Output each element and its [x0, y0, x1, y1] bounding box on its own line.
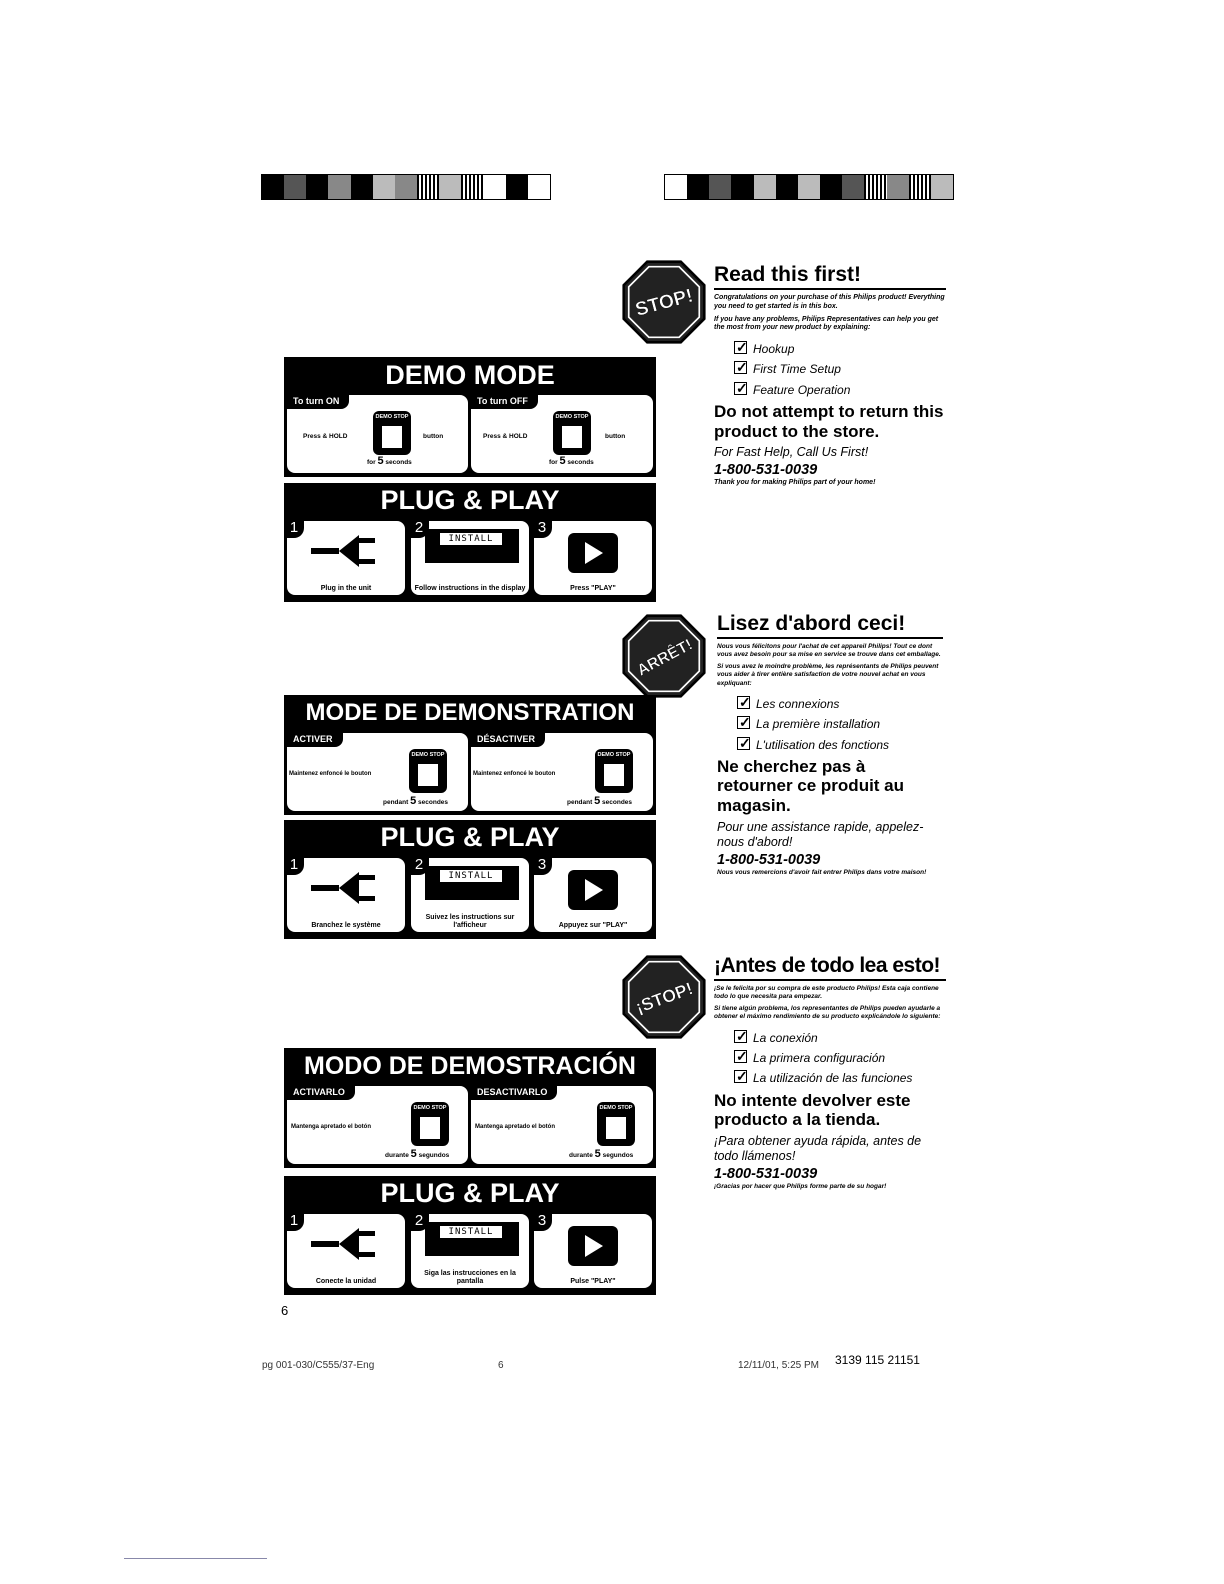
step-3-label: Pulse "PLAY" — [570, 1277, 616, 1285]
demo-mode-title: DEMO MODE — [385, 360, 555, 390]
for-5-seconds: pendant 5 secondes — [383, 795, 449, 807]
intro-1: Congratulations on your purchase of this Philips product! Everything you need to get started is in this box. — [714, 294, 945, 310]
play-icon — [568, 1226, 618, 1266]
check-item: ✓La première installation — [737, 714, 943, 734]
for-5-seconds: for 5 seconds — [549, 455, 594, 467]
stop-sign-icon — [622, 614, 706, 698]
plug-play-title: PLUG & PLAY — [380, 485, 560, 515]
for-5-seconds: for 5 seconds — [367, 455, 412, 467]
step-2-box — [411, 858, 529, 932]
step-1-label: Conecte la unidad — [315, 1277, 377, 1285]
french-text-column — [717, 612, 943, 876]
turn-off-tab: DÉSACTIVER — [471, 733, 545, 747]
display-icon: INSTALL — [425, 866, 519, 900]
divider — [124, 1558, 267, 1559]
demo-stop-button — [597, 1102, 635, 1146]
turn-on-tab: To turn ON — [287, 395, 349, 409]
fast-help: Pour une assistance rapide, appelez-nous d'abord! — [717, 819, 924, 849]
turn-on-tab: ACTIVER — [287, 733, 343, 747]
intro-2: Si vous avez le moindre problème, les représentants de Philips peuvent vous aider à tirer entière satisfaction de votre nouvel achat en vous expliquant: — [717, 663, 939, 687]
check-item: ✓L'utilisation des fonctions — [737, 735, 943, 755]
step-3-box — [534, 1214, 652, 1288]
play-icon — [568, 533, 618, 573]
demo-stop-label: DEMO STOP — [413, 1105, 447, 1111]
checkbox-icon — [734, 1030, 747, 1043]
step-number: 3 — [532, 518, 552, 538]
step-number: 1 — [284, 1211, 304, 1231]
for-5-seconds: durante 5 segundos — [569, 1148, 634, 1160]
press-hold-label: Mantenga apretado el botón — [475, 1124, 556, 1130]
display-icon: INSTALL — [425, 529, 519, 563]
step-1-box — [287, 521, 405, 595]
demo-stop-label: DEMO STOP — [411, 752, 445, 758]
turn-on-box — [287, 733, 468, 811]
turn-off-box — [471, 395, 653, 473]
step-2-box — [411, 521, 529, 595]
turn-off-box — [471, 1086, 653, 1164]
heading: Lisez d'abord ceci! — [717, 612, 943, 639]
step-number: 3 — [532, 1211, 552, 1231]
checkbox-icon — [737, 696, 750, 709]
press-hold-label: Maintenez enfoncé le bouton — [473, 771, 556, 777]
thanks: Thank you for making Philips part of your home! — [714, 479, 876, 487]
intro-1: ¡Se le felicita por su compra de este producto Philips! Esta caja contiene todo lo que necesita para empezar. — [714, 985, 939, 1001]
turn-off-box — [471, 733, 653, 811]
press-hold-label: Maintenez enfoncé le bouton — [289, 771, 372, 777]
checkbox-icon — [734, 361, 747, 374]
demo-stop-label: DEMO STOP — [555, 414, 589, 420]
page-number: 6 — [281, 1303, 289, 1318]
turn-off-tab: DESACTIVARLO — [471, 1086, 557, 1100]
for-5-seconds: durante 5 segundos — [385, 1148, 450, 1160]
turn-on-box — [287, 1086, 468, 1164]
check-item: ✓La conexión — [734, 1028, 946, 1048]
registration-bar-right — [664, 174, 954, 200]
check-item: ✓Les connexions — [737, 694, 943, 714]
warning: Ne cherchez pas à retourner ce produit au magasin. — [717, 756, 905, 815]
button-word: button — [605, 433, 626, 440]
demo-stop-label: DEMO STOP — [599, 1105, 633, 1111]
stop-sign-label: ¡STOP! — [632, 978, 696, 1018]
power-plug-icon — [311, 1224, 381, 1264]
check-item: ✓La primera configuración — [734, 1048, 946, 1068]
footer-date: 12/11/01, 5:25 PM — [738, 1360, 819, 1371]
stop-sign-label: ARRÊT! — [634, 636, 696, 680]
step-3-label: Appuyez sur "PLAY" — [558, 921, 628, 929]
thanks: Nous vous remercions d'avoir fait entrer Philips dans votre maison! — [717, 868, 927, 876]
checkbox-icon — [737, 716, 750, 729]
step-1-label: Plug in the unit — [320, 584, 372, 592]
plug-play-title: PLUG & PLAY — [380, 822, 560, 852]
button-word: button — [423, 433, 444, 440]
demo-mode-panel-en — [284, 357, 656, 477]
display-icon: INSTALL — [425, 1222, 519, 1256]
checkbox-icon — [737, 737, 750, 750]
warning: Do not attempt to return this product to the store. — [714, 402, 944, 441]
english-text-column — [714, 263, 946, 488]
demo-stop-button — [411, 1102, 449, 1146]
heading: Read this first! — [714, 263, 946, 290]
phone-number: 1-800-531-0039 — [717, 851, 821, 868]
press-hold-label: Mantenga apretado el botón — [291, 1124, 372, 1130]
check-item: ✓La utilización de las funciones — [734, 1068, 946, 1088]
heading: ¡Antes de todo lea esto! — [714, 954, 946, 981]
demo-stop-button — [409, 749, 447, 793]
check-item: ✓Feature Operation — [734, 380, 946, 400]
demo-mode-panel-fr — [284, 695, 656, 815]
step-2-label: Follow instructions in the display — [414, 584, 526, 592]
stop-sign-label: STOP! — [633, 285, 696, 321]
plug-play-title: PLUG & PLAY — [380, 1178, 560, 1208]
intro-2: If you have any problems, Philips Representatives can help you get the most from your new product by explaining: — [714, 315, 939, 332]
step-3-box — [534, 521, 652, 595]
turn-on-box — [287, 395, 468, 473]
demo-mode-title: MODO DE DEMOSTRACIÓN — [304, 1052, 636, 1080]
demo-stop-button — [595, 749, 633, 793]
step-3-label: Press "PLAY" — [570, 584, 616, 592]
press-hold-label: Press & HOLD — [303, 433, 348, 440]
turn-off-tab: To turn OFF — [471, 395, 538, 409]
step-2-box — [411, 1214, 529, 1288]
step-number: 1 — [284, 855, 304, 875]
phone-number: 1-800-531-0039 — [714, 1165, 818, 1182]
step-2-label: Suivez les instructions sur l'afficheur — [425, 914, 515, 929]
fast-help: ¡Para obtener ayuda rápida, antes de todo llámenos! — [714, 1133, 922, 1163]
plug-play-panel-en — [284, 483, 656, 602]
power-plug-icon — [311, 868, 381, 908]
fast-help: For Fast Help, Call Us First! — [714, 445, 869, 460]
checkbox-icon — [734, 1050, 747, 1063]
demo-stop-button — [373, 411, 411, 455]
phone-number: 1-800-531-0039 — [714, 462, 818, 479]
spanish-text-column — [714, 954, 946, 1191]
stop-sign-icon — [622, 260, 706, 344]
registration-bar-left — [261, 174, 551, 200]
plug-play-panel-fr — [284, 820, 656, 939]
stop-sign-icon — [622, 955, 706, 1039]
step-1-box — [287, 858, 405, 932]
warning: No intente devolver este producto a la tienda. — [714, 1090, 911, 1130]
checkbox-icon — [734, 382, 747, 395]
footer-file: pg 001-030/C555/37-Eng — [262, 1360, 375, 1371]
check-item: ✓First Time Setup — [734, 359, 946, 379]
check-item: ✓Hookup — [734, 339, 946, 359]
intro-1: Nous vous félicitons pour l'achat de cet appareil Philips! Tout ce dont vous avez besoin pour sa mise en service se trouve dans cet emballage. — [717, 643, 941, 659]
demo-mode-panel-es — [284, 1048, 656, 1168]
checkbox-icon — [734, 341, 747, 354]
step-3-box — [534, 858, 652, 932]
footer-page: 6 — [498, 1360, 504, 1371]
play-icon — [568, 870, 618, 910]
step-number: 3 — [532, 855, 552, 875]
for-5-seconds: pendant 5 secondes — [567, 795, 633, 807]
plug-play-panel-es — [284, 1176, 656, 1295]
step-2-label: Siga las instrucciones en la pantalla — [424, 1270, 516, 1285]
press-hold-label: Press & HOLD — [483, 433, 528, 440]
step-1-box — [287, 1214, 405, 1288]
turn-on-tab: ACTIVARLO — [287, 1086, 355, 1100]
step-number: 1 — [284, 518, 304, 538]
step-number: 2 — [409, 855, 429, 875]
demo-stop-button — [553, 411, 591, 455]
footer-code: 3139 115 21151 — [835, 1353, 920, 1367]
step-1-label: Branchez le système — [311, 921, 381, 929]
thanks: ¡Gracias por hacer que Philips forme parte de su hogar! — [714, 1182, 887, 1190]
demo-stop-label: DEMO STOP — [597, 752, 631, 758]
checkbox-icon — [734, 1070, 747, 1083]
demo-stop-label: DEMO STOP — [375, 414, 409, 420]
demo-mode-title: MODE DE DEMONSTRATION — [305, 699, 635, 726]
power-plug-icon — [311, 531, 381, 571]
step-number: 2 — [409, 518, 429, 538]
intro-2: Si tiene algún problema, los representantes de Philips pueden ayudarle a obtener el máximo rendimiento de su producto explicándole lo siguiente: — [714, 1005, 941, 1021]
step-number: 2 — [409, 1211, 429, 1231]
